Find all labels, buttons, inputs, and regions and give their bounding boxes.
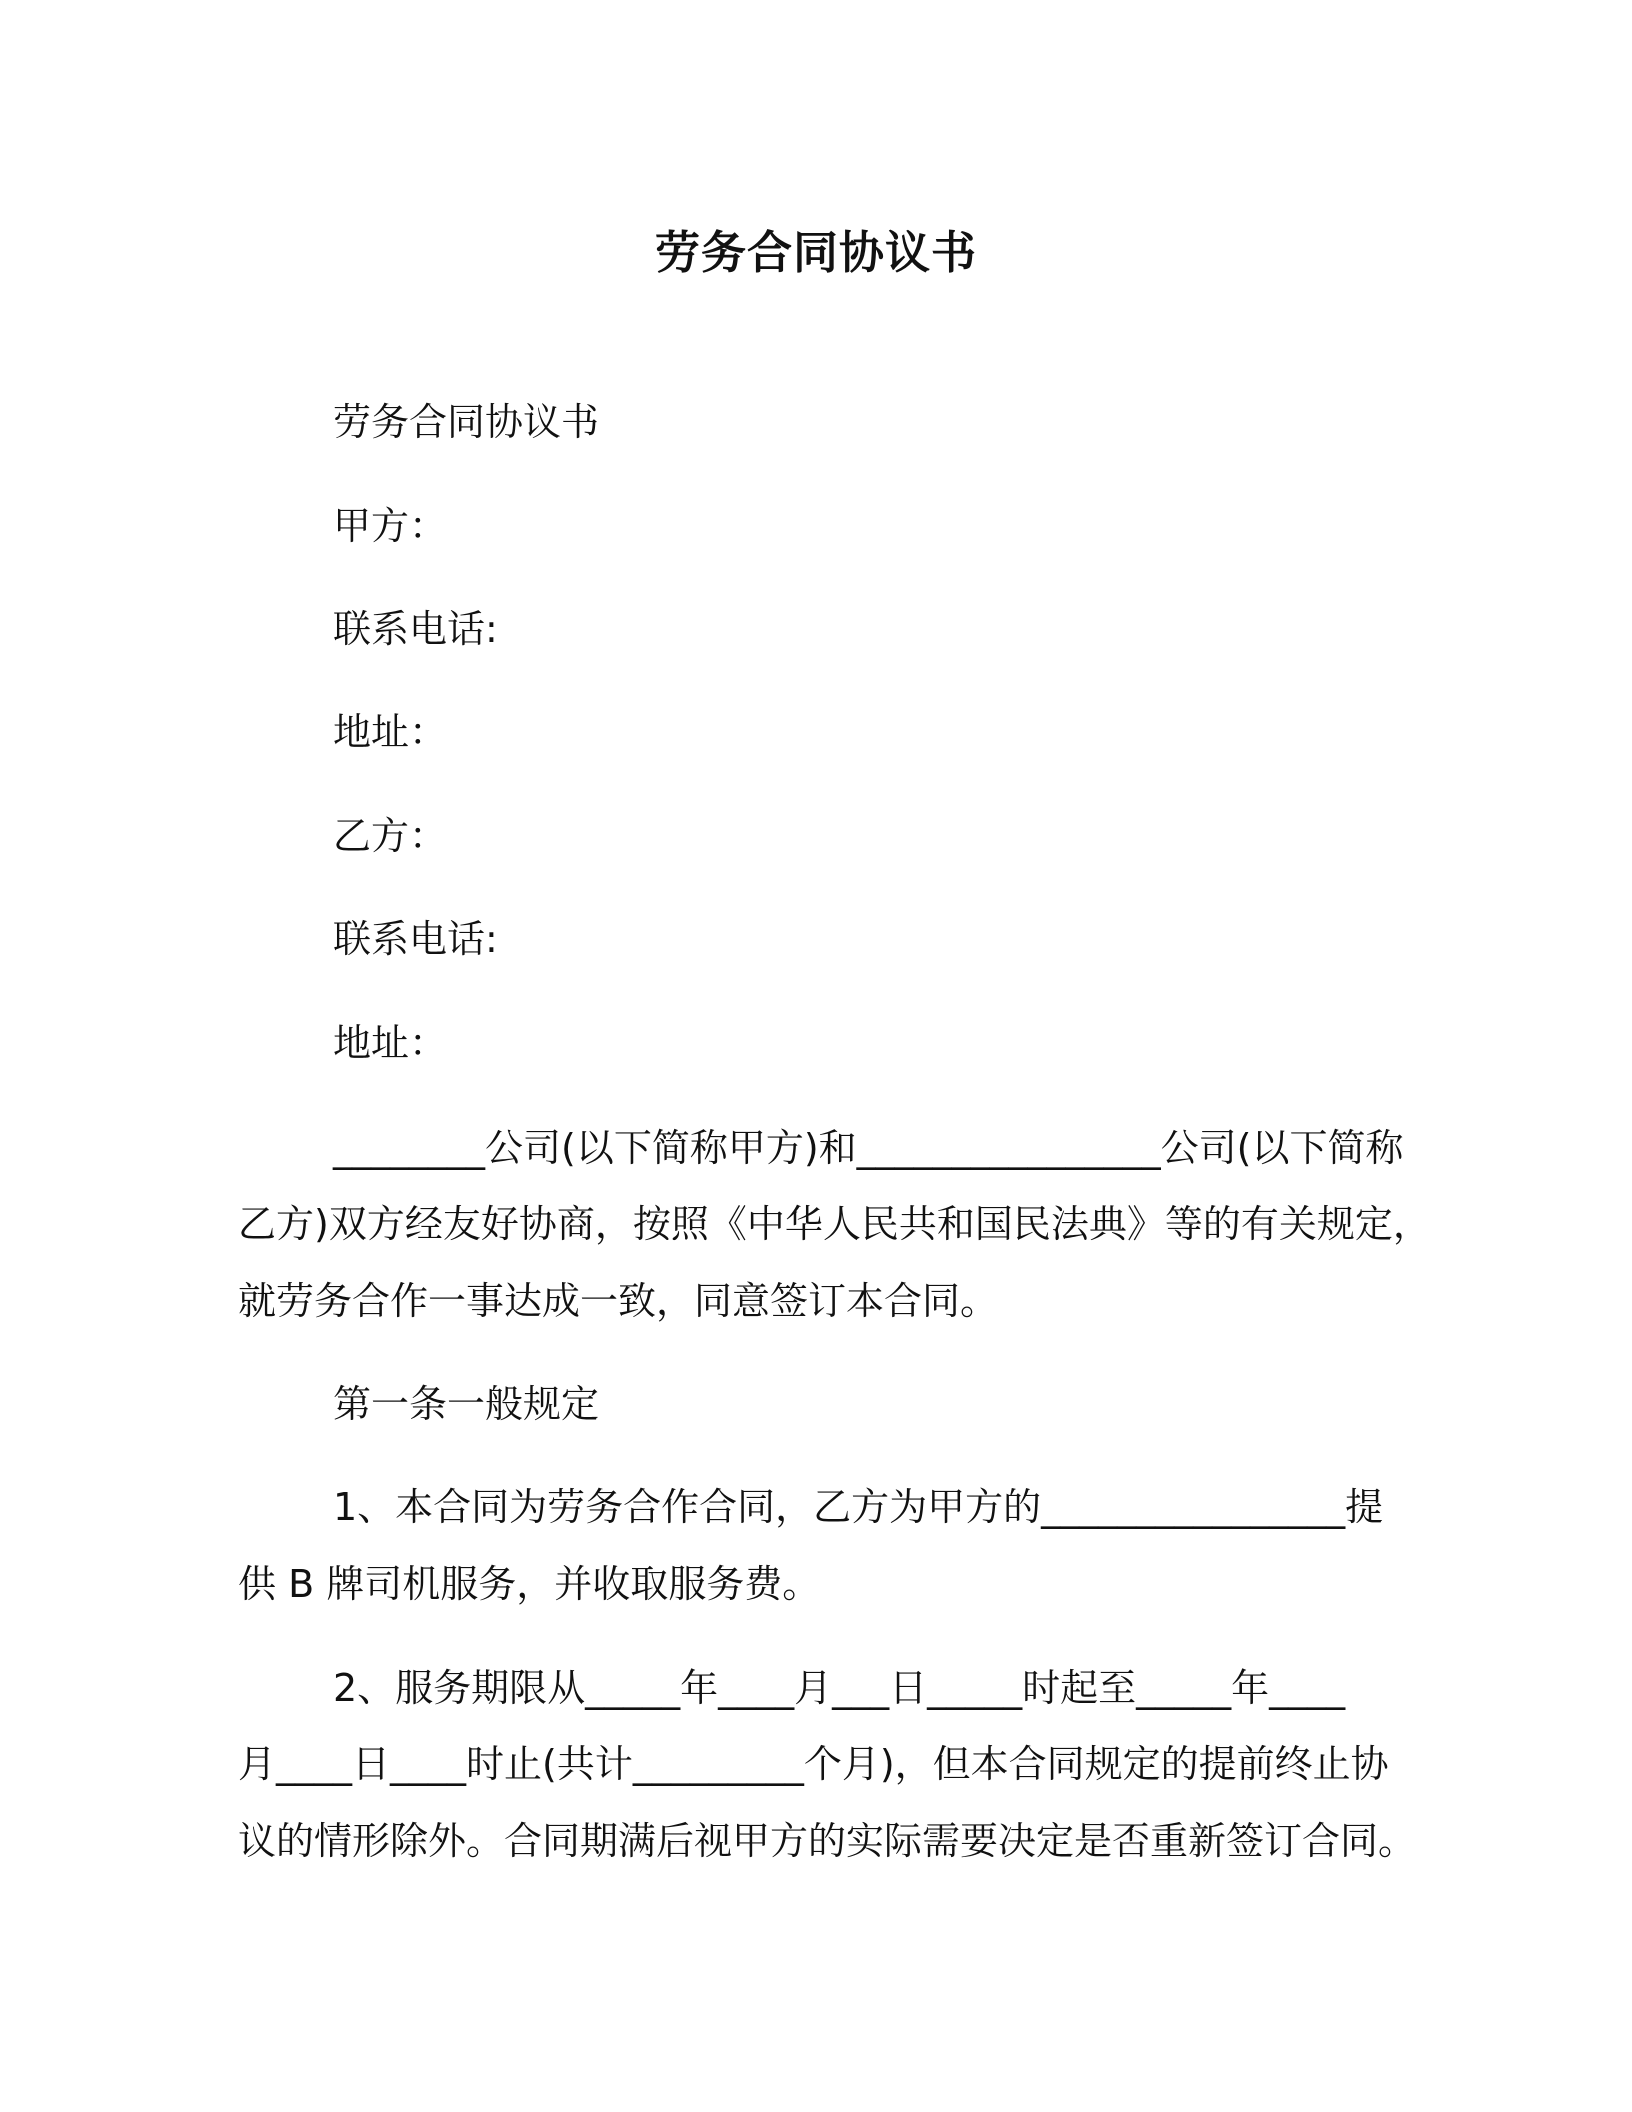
section-heading: 第一条一般规定 — [333, 1382, 600, 1426]
subtitle-line: 劳务合同协议书 — [333, 400, 600, 444]
intro-line-1: ________公司(以下简称甲方)和________________公司(以下简称 — [333, 1126, 1404, 1170]
party-a-phone-label: 联系电话: — [333, 607, 498, 651]
intro-line-3: 就劳务合作一事达成一致，同意签订本合同。 — [238, 1279, 999, 1323]
party-b-address-label: 地址： — [333, 1021, 448, 1065]
party-b-label: 乙方： — [333, 814, 448, 858]
party-b-phone-label: 联系电话: — [333, 917, 498, 961]
clause-2-line-3: 议的情形除外。合同期满后视甲方的实际需要决定是否重新签订合同。 — [238, 1819, 1417, 1863]
party-a-address-label: 地址： — [333, 710, 448, 754]
clause-1-line-2: 供 B 牌司机服务，并收取服务费。 — [238, 1562, 821, 1606]
clause-2-line-1: 2、服务期限从_____年____月___日_____时起至_____年____ — [333, 1666, 1346, 1710]
intro-line-2: 乙方)双方经友好协商，按照《中华人民共和国民法典》等的有关规定， — [238, 1202, 1431, 1246]
party-a-label: 甲方： — [333, 504, 448, 548]
document-title: 劳务合同协议书 — [654, 226, 977, 279]
clause-1-line-1: 1、本合同为劳务合作合同，乙方为甲方的________________提 — [333, 1485, 1384, 1529]
clause-2-line-2: 月____日____时止(共计_________个月)，但本合同规定的提前终止协 — [238, 1742, 1389, 1786]
